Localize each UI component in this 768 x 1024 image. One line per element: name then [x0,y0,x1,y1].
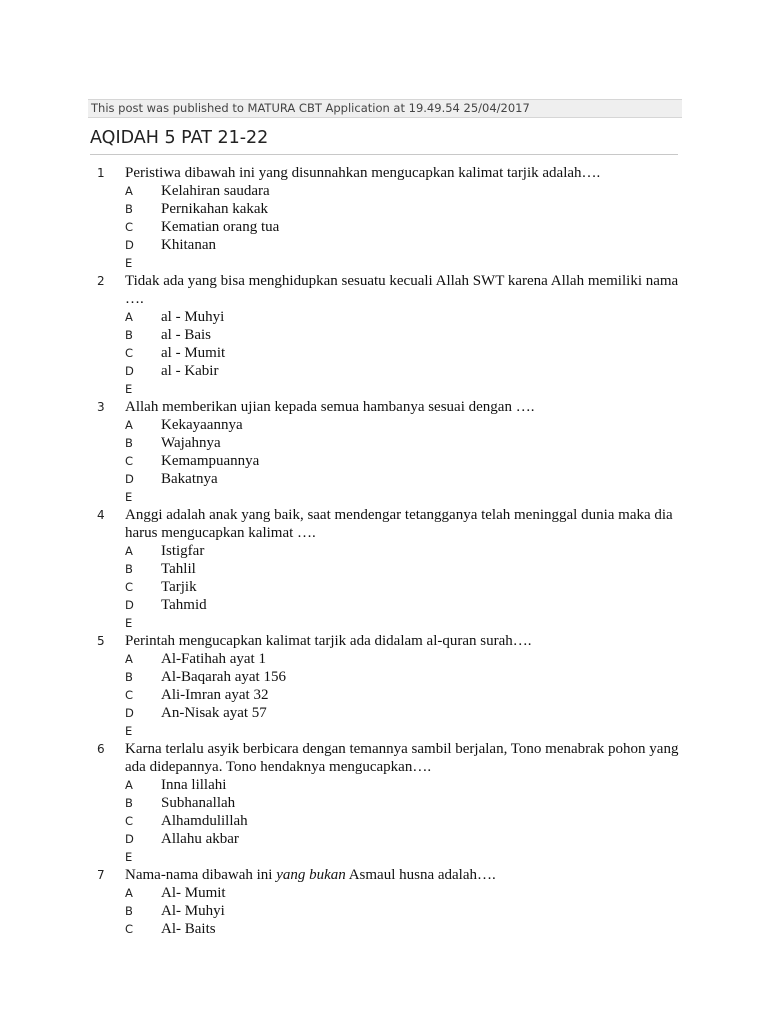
option-text: Ali-Imran ayat 32 [161,687,269,703]
option-letter: D [125,472,134,486]
option-letter: C [125,346,134,360]
question-list [0,164,768,938]
option-a [0,182,768,200]
option-letter: A [125,310,133,324]
option-text: Al-Fatihah ayat 1 [161,651,266,667]
option-letter: D [125,238,134,252]
option-text: Subhanallah [161,795,236,811]
post-published-banner: This post was published to MATURA CBT Application at 19.49.54 25/04/2017 [88,99,682,118]
option-letter: C [125,580,134,594]
option-c [0,686,768,704]
option-text: Al- Mumit [161,885,226,901]
option-letter: E [125,382,133,396]
option-text: Allahu akbar [161,831,239,847]
option-letter: D [125,832,134,846]
question-text [125,866,680,884]
option-text: Al- Muhyi [161,903,225,919]
question-text-part: Nama-nama dibawah ini [125,867,277,883]
option-c [0,218,768,236]
option-text: al - Muhyi [161,309,225,325]
option-text: Alhamdulillah [161,813,248,829]
option-c [0,578,768,596]
question-number: 5 [97,634,105,648]
option-d [0,830,768,848]
option-text: Bakatnya [161,471,218,487]
option-letter: B [125,562,133,576]
option-letter: C [125,814,134,828]
option-text: Kekayaannya [161,417,243,433]
option-text: Tahmid [161,597,207,613]
option-letter: E [125,850,133,864]
question-row [0,506,768,542]
question-text-emphasis: yang bukan [276,867,346,883]
question-number: 4 [97,508,105,522]
option-letter: B [125,796,133,810]
option-b [0,200,768,218]
question-row [0,632,768,650]
option-letter: C [125,922,134,936]
question-text: Perintah mengucapkan kalimat tarjik ada didalam al-quran surah…. [125,633,532,649]
option-d [0,470,768,488]
question-number: 3 [97,400,105,414]
option-letter: C [125,454,134,468]
question-6 [0,740,768,866]
question-text: Anggi adalah anak yang baik, saat mendengar tetangganya telah meninggal dunia maka dia harus mengucapkan kalimat …. [125,507,673,541]
option-letter: A [125,184,133,198]
question-row [0,398,768,416]
option-letter: D [125,706,134,720]
option-letter: D [125,364,134,378]
option-letter: E [125,724,133,738]
option-text: Tahlil [161,561,196,577]
option-letter: A [125,886,133,900]
option-letter: D [125,598,134,612]
option-letter: B [125,904,133,918]
option-b [0,560,768,578]
option-e [0,614,768,632]
option-text: Kemampuannya [161,453,260,469]
question-7 [0,866,768,938]
option-b [0,668,768,686]
question-text: Karna terlalu asyik berbicara dengan temannya sambil berjalan, Tono menabrak pohon yang ada didepannya. Tono hendaknya mengucapkan…. [125,741,679,775]
question-1 [0,164,768,272]
document-title: AQIDAH 5 PAT 21-22 [90,126,678,155]
question-5 [0,632,768,740]
option-letter: B [125,436,133,450]
option-text: Khitanan [161,237,216,253]
option-text: Wajahnya [161,435,221,451]
option-b [0,794,768,812]
option-d [0,236,768,254]
option-text: Pernikahan kakak [161,201,269,217]
question-number: 7 [97,868,105,882]
option-letter: E [125,490,133,504]
question-4 [0,506,768,632]
question-row [0,164,768,182]
question-number: 6 [97,742,105,756]
option-letter: A [125,652,133,666]
question-row [0,740,768,776]
option-letter: B [125,328,133,342]
option-e [0,722,768,740]
option-text: Tarjik [161,579,197,595]
option-d [0,596,768,614]
option-letter: B [125,202,133,216]
option-letter: A [125,418,133,432]
question-row [0,272,768,308]
question-3 [0,398,768,506]
question-number: 1 [97,166,105,180]
option-e [0,380,768,398]
question-2 [0,272,768,398]
option-c [0,812,768,830]
option-letter: A [125,778,133,792]
option-text: An-Nisak ayat 57 [161,705,267,721]
option-letter: E [125,616,133,630]
option-text: al - Mumit [161,345,226,361]
question-text: Peristiwa dibawah ini yang disunnahkan mengucapkan kalimat tarjik adalah…. [125,165,601,181]
option-a [0,884,768,902]
option-text: Al-Baqarah ayat 156 [161,669,286,685]
question-text-part: Asmaul husna adalah…. [345,867,496,883]
option-text: al - Bais [161,327,211,343]
option-text: Al- Baits [161,921,216,937]
option-c [0,920,768,938]
question-row [0,866,768,884]
option-d [0,704,768,722]
option-e [0,254,768,272]
option-text: Kelahiran saudara [161,183,270,199]
option-text: Inna lillahi [161,777,227,793]
option-letter: E [125,256,133,270]
option-letter: C [125,688,134,702]
option-a [0,308,768,326]
option-a [0,776,768,794]
option-b [0,434,768,452]
option-letter: A [125,544,133,558]
option-c [0,452,768,470]
option-a [0,650,768,668]
option-letter: B [125,670,133,684]
option-text: Kematian orang tua [161,219,280,235]
option-text: Istigfar [161,543,205,559]
option-d [0,362,768,380]
option-text: al - Kabir [161,363,219,379]
option-c [0,344,768,362]
question-number: 2 [97,274,105,288]
option-letter: C [125,220,134,234]
option-e [0,488,768,506]
option-b [0,902,768,920]
question-text: Tidak ada yang bisa menghidupkan sesuatu kecuali Allah SWT karena Allah memiliki nama …. [125,273,679,307]
option-a [0,416,768,434]
question-text: Allah memberikan ujian kepada semua hambanya sesuai dengan …. [125,399,535,415]
option-e [0,848,768,866]
option-b [0,326,768,344]
option-a [0,542,768,560]
